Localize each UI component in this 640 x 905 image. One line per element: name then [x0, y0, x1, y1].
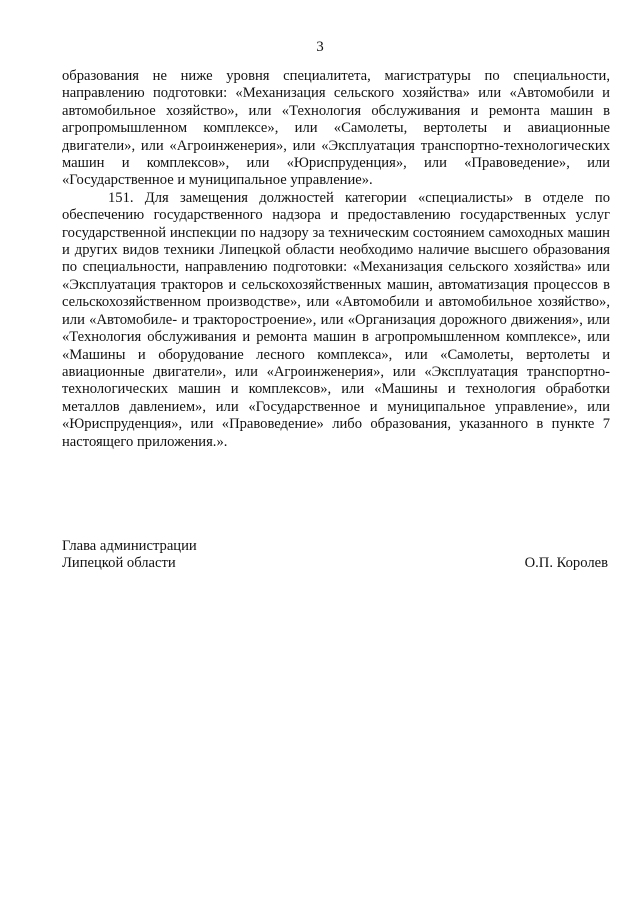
paragraph-continuation: образования не ниже уровня специалитета, магистратуры по специальности, направлению подготовки: «Механизация сельского хозяйства» или «Автомобили и автомобильное хозяйство», или «Технология обслуживания и ремонта машин в агропромышленном комплексе», или «Самолеты, вертолеты и авиационные двигатели», или «Агроинженерия», или «Эксплуатация транспортно-технологических машин и комплексов», или «Юриспруденция», или «Правоведение», или «Государственное и муниципальное управление».: [62, 68, 610, 189]
signature-block: [62, 538, 610, 573]
document-body: [62, 68, 610, 451]
signatory-title-line1: Глава администрации: [62, 538, 197, 554]
signatory-name: О.П. Королев: [524, 555, 608, 572]
signature-row: [62, 555, 610, 572]
signatory-title-line2: Липецкой области: [62, 555, 176, 572]
paragraph-151: 151. Для замещения должностей категории «специалисты» в отделе по обеспечению государственного надзора и предоставлению государственных услуг государственной инспекции по надзору за техническим состоянием самоходных машин и других видов техники Липецкой области необходимо наличие высшего образования по специальности, направлению подготовки: «Механизация сельского хозяйства» или «Эксплуатация тракторов и сельскохозяйственных машин, автоматизация процессов в сельскохозяйственном производстве», или «Автомобили и автомобильное хозяйство», или «Автомобиле- и тракторостроение», или «Организация дорожного движения», или «Технология обслуживания и ремонта машин в агропромышленном комплексе», или «Машины и оборудование лесного комплекса», или «Самолеты, вертолеты и авиационные двигатели», или «Агроинженерия», или «Эксплуатация транспортно-технологических машин и комплексов», или «Машины и технология обработки металлов давлением», или «Государственное и муниципальное управление», или «Юриспруденция», или «Правоведение» либо образования, указанного в пункте 7 настоящего приложения.».: [62, 189, 610, 450]
page-number: 3: [316, 39, 324, 55]
